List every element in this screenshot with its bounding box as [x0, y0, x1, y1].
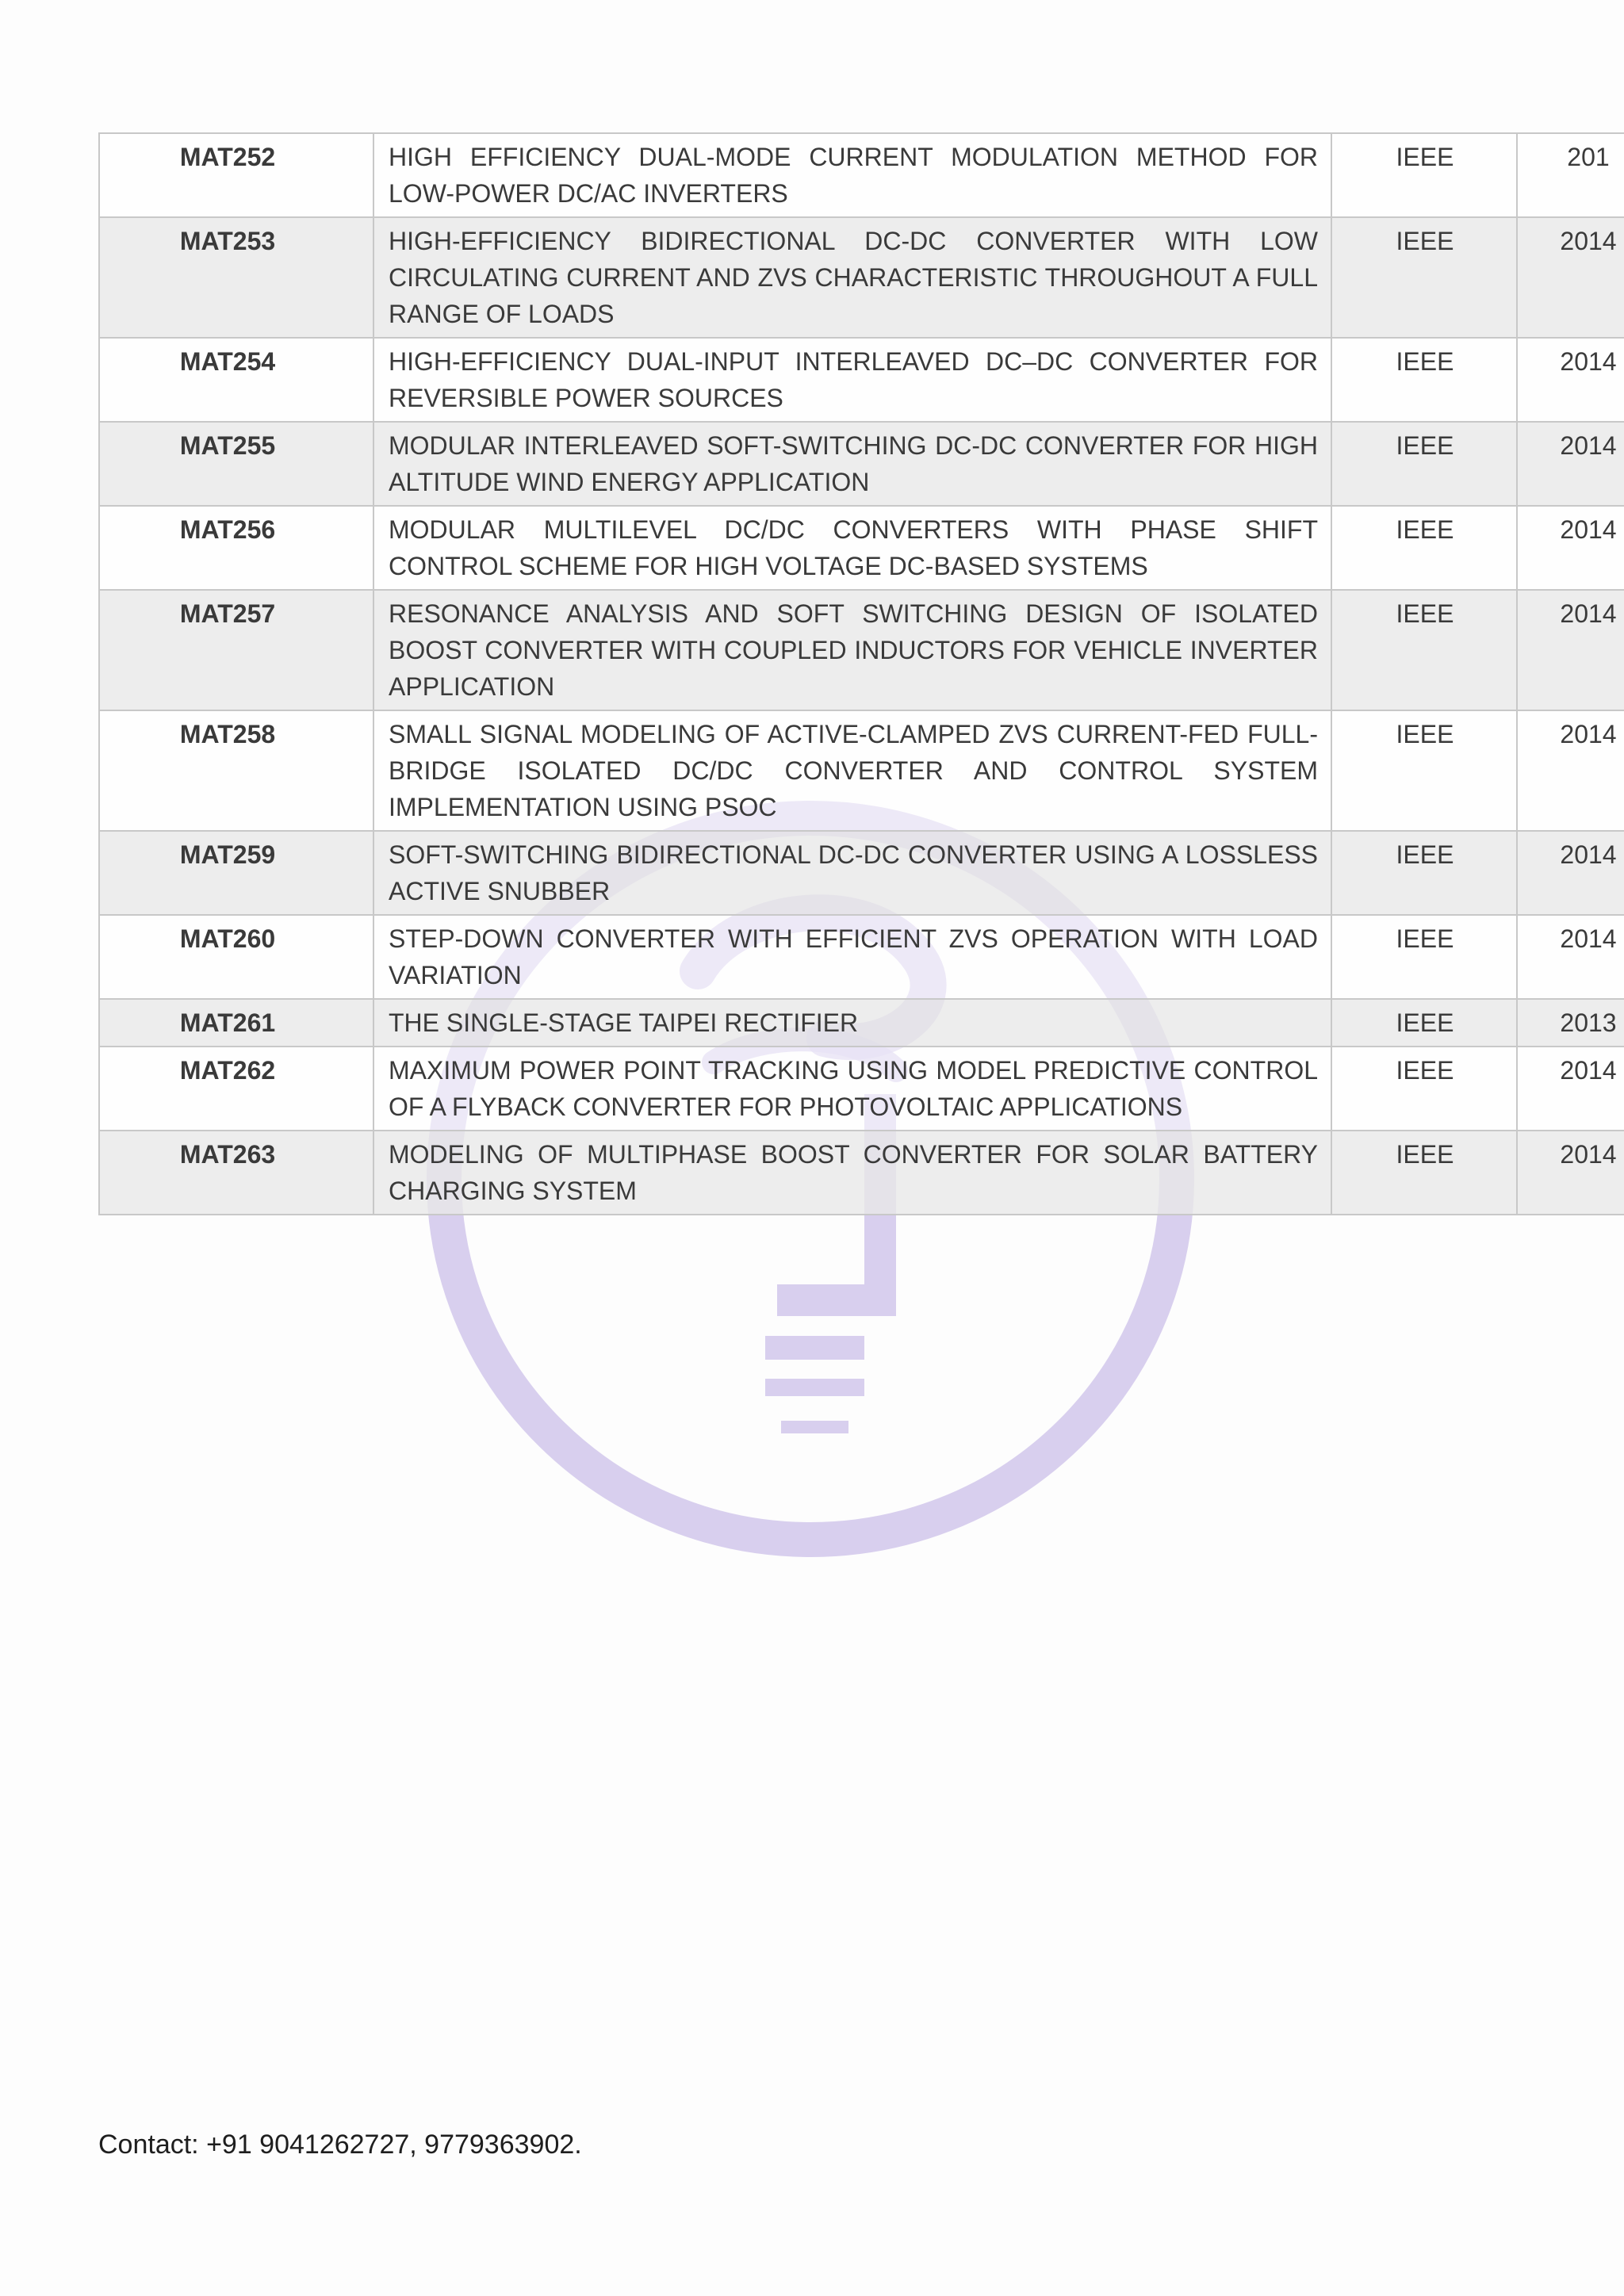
project-title: MODELING OF MULTIPHASE BOOST CONVERTER FOR SOLAR BATTERY CHARGING SYSTEM	[373, 1131, 1331, 1215]
publisher: IEEE	[1331, 1047, 1517, 1131]
project-titles-table	[98, 132, 1624, 1215]
publisher: IEEE	[1331, 590, 1517, 710]
project-code: MAT258	[99, 710, 373, 831]
project-code: MAT263	[99, 1131, 373, 1215]
publisher: IEEE	[1331, 422, 1517, 506]
publication-year: 2014	[1517, 506, 1624, 590]
table-row	[99, 590, 1624, 710]
table-row	[99, 1047, 1624, 1131]
publication-year: 2014	[1517, 1131, 1624, 1215]
publication-year: 2014	[1517, 710, 1624, 831]
project-code: MAT262	[99, 1047, 373, 1131]
publisher: IEEE	[1331, 915, 1517, 999]
table-row	[99, 422, 1624, 506]
project-title: RESONANCE ANALYSIS AND SOFT SWITCHING DESIGN OF ISOLATED BOOST CONVERTER WITH COUPLED INDUCTORS FOR VEHICLE INVERTER APPLICATION	[373, 590, 1331, 710]
project-title: STEP-DOWN CONVERTER WITH EFFICIENT ZVS OPERATION WITH LOAD VARIATION	[373, 915, 1331, 999]
project-code: MAT255	[99, 422, 373, 506]
publisher: IEEE	[1331, 831, 1517, 915]
publication-year: 2014	[1517, 590, 1624, 710]
project-title: THE SINGLE-STAGE TAIPEI RECTIFIER	[373, 999, 1331, 1047]
project-title: MAXIMUM POWER POINT TRACKING USING MODEL PREDICTIVE CONTROL OF A FLYBACK CONVERTER FOR PHOTOVOLTAIC APPLICATIONS	[373, 1047, 1331, 1131]
publication-year: 2014	[1517, 422, 1624, 506]
project-code: MAT254	[99, 338, 373, 422]
project-code: MAT256	[99, 506, 373, 590]
table-row	[99, 506, 1624, 590]
project-title: MODULAR INTERLEAVED SOFT-SWITCHING DC-DC CONVERTER FOR HIGH ALTITUDE WIND ENERGY APPLICATION	[373, 422, 1331, 506]
publisher: IEEE	[1331, 133, 1517, 217]
project-code: MAT253	[99, 217, 373, 338]
project-title: HIGH-EFFICIENCY BIDIRECTIONAL DC-DC CONVERTER WITH LOW CIRCULATING CURRENT AND ZVS CHARACTERISTIC THROUGHOUT A FULL RANGE OF LOADS	[373, 217, 1331, 338]
project-code: MAT252	[99, 133, 373, 217]
publisher: IEEE	[1331, 999, 1517, 1047]
publication-year: 2014	[1517, 217, 1624, 338]
table-row	[99, 1131, 1624, 1215]
project-code: MAT257	[99, 590, 373, 710]
publisher: IEEE	[1331, 1131, 1517, 1215]
publication-year: 2014	[1517, 1047, 1624, 1131]
table-row	[99, 338, 1624, 422]
publication-year: 2013	[1517, 999, 1624, 1047]
publication-year: 201	[1517, 133, 1624, 217]
publisher: IEEE	[1331, 710, 1517, 831]
table-row	[99, 217, 1624, 338]
project-code: MAT260	[99, 915, 373, 999]
project-title: SOFT-SWITCHING BIDIRECTIONAL DC-DC CONVERTER USING A LOSSLESS ACTIVE SNUBBER	[373, 831, 1331, 915]
publisher: IEEE	[1331, 506, 1517, 590]
project-title: SMALL SIGNAL MODELING OF ACTIVE-CLAMPED ZVS CURRENT-FED FULL-BRIDGE ISOLATED DC/DC CONVERTER AND CONTROL SYSTEM IMPLEMENTATION USING PSOC	[373, 710, 1331, 831]
project-code: MAT261	[99, 999, 373, 1047]
publisher: IEEE	[1331, 217, 1517, 338]
project-title: HIGH EFFICIENCY DUAL-MODE CURRENT MODULATION METHOD FOR LOW-POWER DC/AC INVERTERS	[373, 133, 1331, 217]
table-row	[99, 999, 1624, 1047]
table-row	[99, 133, 1624, 217]
publisher: IEEE	[1331, 338, 1517, 422]
table-row	[99, 831, 1624, 915]
contact-footer: Contact: +91 9041262727, 9779363902.	[98, 2130, 582, 2160]
project-title: HIGH-EFFICIENCY DUAL-INPUT INTERLEAVED DC–DC CONVERTER FOR REVERSIBLE POWER SOURCES	[373, 338, 1331, 422]
publication-year: 2014	[1517, 831, 1624, 915]
table-body	[99, 133, 1624, 1215]
publication-year: 2014	[1517, 338, 1624, 422]
table-row	[99, 710, 1624, 831]
publication-year: 2014	[1517, 915, 1624, 999]
table-row	[99, 915, 1624, 999]
project-code: MAT259	[99, 831, 373, 915]
project-title: MODULAR MULTILEVEL DC/DC CONVERTERS WITH PHASE SHIFT CONTROL SCHEME FOR HIGH VOLTAGE DC-BASED SYSTEMS	[373, 506, 1331, 590]
document-page	[98, 132, 1617, 1215]
